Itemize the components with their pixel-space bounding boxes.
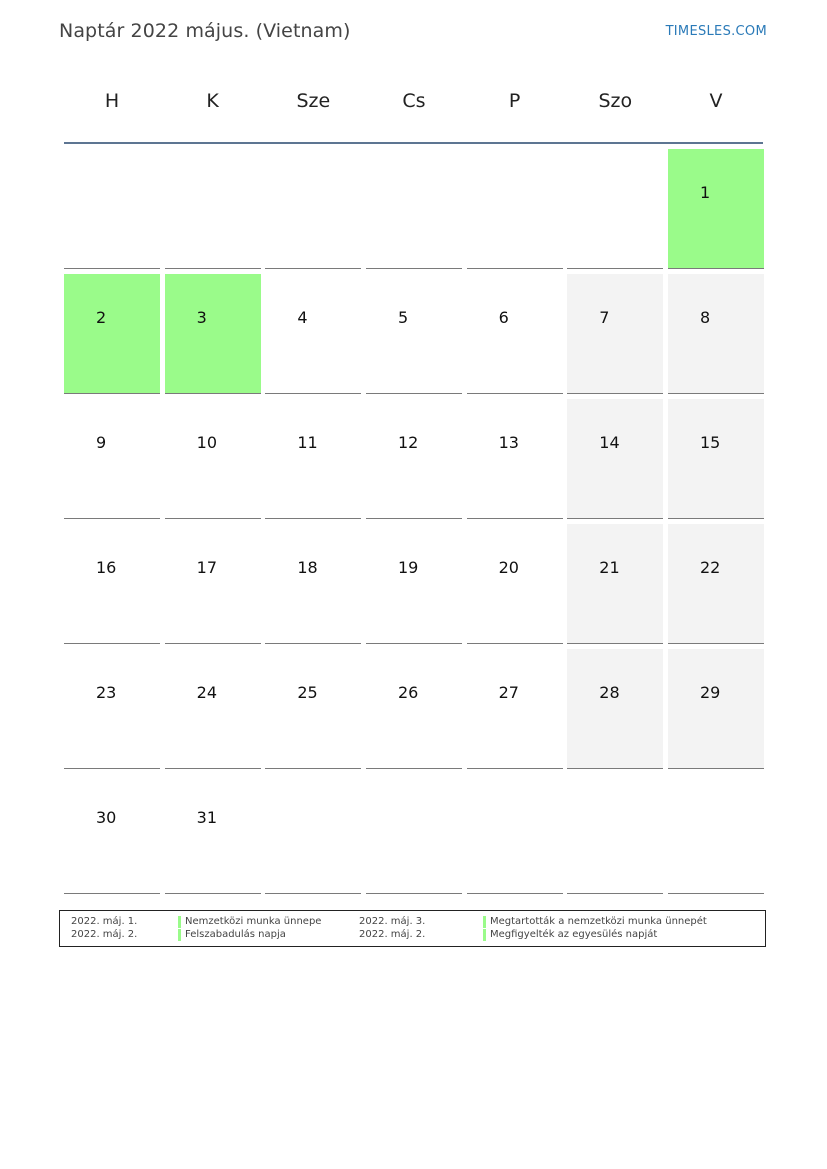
legend-date: 2022. máj. 3.	[359, 916, 426, 927]
day-number: 17	[196, 558, 218, 577]
day-number: 2	[96, 308, 107, 327]
legend-holiday-name: Nemzetközi munka ünnepe	[178, 916, 321, 927]
day-number: 22	[699, 558, 721, 577]
day-cell[interactable]	[165, 524, 261, 644]
legend-row	[60, 916, 765, 929]
day-cell[interactable]	[567, 274, 663, 394]
day-cell[interactable]	[668, 649, 764, 769]
day-cell[interactable]	[668, 149, 764, 269]
calendar-grid	[64, 149, 764, 894]
day-number: 12	[397, 433, 419, 452]
day-cell[interactable]	[64, 649, 160, 769]
day-cell[interactable]	[165, 774, 261, 894]
holiday-legend	[59, 910, 766, 947]
page-title: Naptár 2022 május. (Vietnam)	[59, 20, 351, 42]
day-cell[interactable]	[265, 399, 361, 519]
brand-link[interactable]: TIMESLES.COM	[665, 24, 767, 39]
weekday-label: V	[709, 90, 723, 112]
day-number: 31	[196, 808, 218, 827]
day-number: 30	[96, 808, 117, 827]
day-cell[interactable]	[567, 524, 663, 644]
day-cell[interactable]	[366, 274, 462, 394]
weekday-label: K	[206, 90, 219, 112]
day-number: 18	[297, 558, 318, 577]
day-cell[interactable]	[668, 524, 764, 644]
day-number: 3	[196, 308, 207, 327]
day-cell[interactable]	[366, 649, 462, 769]
day-number: 6	[498, 308, 509, 327]
day-cell[interactable]	[165, 649, 261, 769]
day-cell[interactable]	[64, 524, 160, 644]
weekday-label: P	[508, 90, 521, 112]
empty-cell	[668, 774, 764, 894]
day-number: 1	[699, 183, 711, 202]
empty-cell	[366, 149, 462, 269]
day-cell[interactable]	[366, 524, 462, 644]
day-number: 13	[498, 433, 519, 452]
day-cell[interactable]	[64, 274, 160, 394]
day-cell[interactable]	[64, 399, 160, 519]
legend-date: 2022. máj. 2.	[71, 929, 138, 940]
day-number: 19	[397, 558, 419, 577]
weekday-label: Sze	[296, 90, 331, 112]
empty-cell	[265, 149, 361, 269]
empty-cell	[165, 149, 261, 269]
day-cell[interactable]	[668, 274, 764, 394]
day-number: 25	[297, 683, 318, 702]
legend-holiday-name: Felszabadulás napja	[178, 929, 286, 940]
day-cell[interactable]	[165, 399, 261, 519]
legend-row	[60, 929, 765, 942]
day-cell[interactable]	[467, 274, 563, 394]
day-number: 9	[96, 433, 107, 452]
day-number: 24	[196, 683, 218, 702]
day-number: 14	[599, 433, 620, 452]
day-number: 20	[498, 558, 519, 577]
day-cell[interactable]	[567, 649, 663, 769]
day-cell[interactable]	[64, 774, 160, 894]
day-number: 29	[699, 683, 721, 702]
day-number: 21	[599, 558, 620, 577]
day-cell[interactable]	[265, 524, 361, 644]
day-number: 11	[297, 433, 318, 452]
legend-holiday-name: Megfigyelték az egyesülés napját	[483, 929, 657, 940]
day-number: 4	[297, 308, 308, 327]
empty-cell	[366, 774, 462, 894]
weekday-header	[64, 90, 764, 112]
day-cell[interactable]	[366, 399, 462, 519]
day-number: 23	[96, 683, 117, 702]
day-cell[interactable]	[467, 399, 563, 519]
weekday-label: Cs	[402, 90, 426, 112]
empty-cell	[467, 149, 563, 269]
day-cell[interactable]	[467, 524, 563, 644]
day-cell[interactable]	[467, 649, 563, 769]
empty-cell	[265, 774, 361, 894]
day-number: 7	[599, 308, 610, 327]
empty-cell	[64, 149, 160, 269]
legend-date: 2022. máj. 2.	[359, 929, 426, 940]
day-number: 10	[196, 433, 218, 452]
empty-cell	[567, 149, 663, 269]
day-number: 8	[699, 308, 711, 327]
weekday-label: Szo	[598, 90, 633, 112]
day-cell[interactable]	[265, 274, 361, 394]
empty-cell	[467, 774, 563, 894]
day-number: 27	[498, 683, 519, 702]
empty-cell	[567, 774, 663, 894]
day-number: 15	[699, 433, 721, 452]
weekday-label: H	[104, 90, 120, 112]
day-cell[interactable]	[567, 399, 663, 519]
day-cell[interactable]	[165, 274, 261, 394]
legend-holiday-name: Megtartották a nemzetközi munka ünnepét	[483, 916, 707, 927]
day-number: 26	[397, 683, 419, 702]
day-cell[interactable]	[668, 399, 764, 519]
header-divider	[64, 142, 763, 144]
day-cell[interactable]	[265, 649, 361, 769]
legend-date: 2022. máj. 1.	[71, 916, 138, 927]
day-number: 16	[96, 558, 117, 577]
day-number: 5	[397, 308, 409, 327]
day-number: 28	[599, 683, 620, 702]
